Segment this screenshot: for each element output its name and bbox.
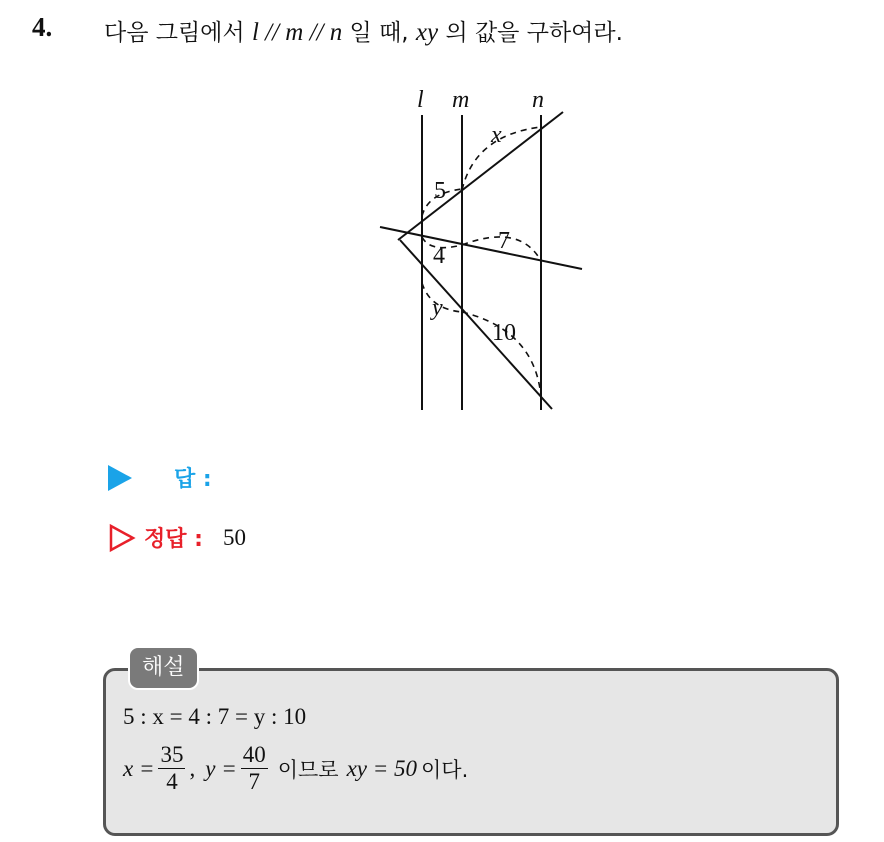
parallel-condition: l // m // n <box>251 19 343 46</box>
label-10: 10 <box>492 320 516 346</box>
label-x: x <box>491 122 502 148</box>
y-equation-lhs: y = <box>205 755 237 781</box>
solution-tag: 해설 <box>128 646 199 690</box>
solution-text-1: 이므로 <box>277 757 339 782</box>
label-l: l <box>417 87 424 113</box>
solution-line-2 <box>123 742 468 795</box>
answer-row <box>108 462 212 493</box>
question-text-before: 다음 그림에서 <box>104 20 245 46</box>
product-equation: xy = 50 <box>346 755 418 781</box>
solution-line-1: 5 : x = 4 : 7 = y : 10 <box>123 704 307 729</box>
play-outline-icon <box>108 523 136 553</box>
y-numerator: 40 <box>242 742 266 767</box>
transversal-middle <box>380 227 582 269</box>
question-text-after: 의 값을 구하여라. <box>445 20 623 46</box>
y-denominator: 7 <box>248 769 260 794</box>
parallel-lines-figure <box>370 85 590 415</box>
label-y: y <box>432 295 443 321</box>
label-m: m <box>452 87 470 113</box>
question-text <box>104 14 623 47</box>
solution-text-2: 이다. <box>421 757 469 782</box>
play-filled-icon <box>108 465 132 491</box>
x-fraction <box>158 742 185 795</box>
question-number: 4. <box>32 12 53 42</box>
target-expression: xy <box>415 19 439 46</box>
x-numerator: 35 <box>160 742 184 767</box>
answer-label: 답 : <box>174 467 212 492</box>
y-fraction <box>241 742 268 795</box>
x-denominator: 4 <box>166 769 178 794</box>
label-n: n <box>532 87 544 113</box>
separator-comma: , <box>189 755 196 781</box>
x-equation-lhs: x = <box>123 755 155 781</box>
question-text-mid: 일 때, <box>349 20 409 46</box>
correct-answer-label: 정답 : <box>144 527 203 552</box>
label-4: 4 <box>433 243 445 269</box>
correct-answer-row <box>108 522 246 553</box>
label-5: 5 <box>434 178 446 204</box>
correct-answer-value: 50 <box>222 524 246 550</box>
label-7: 7 <box>498 228 510 254</box>
